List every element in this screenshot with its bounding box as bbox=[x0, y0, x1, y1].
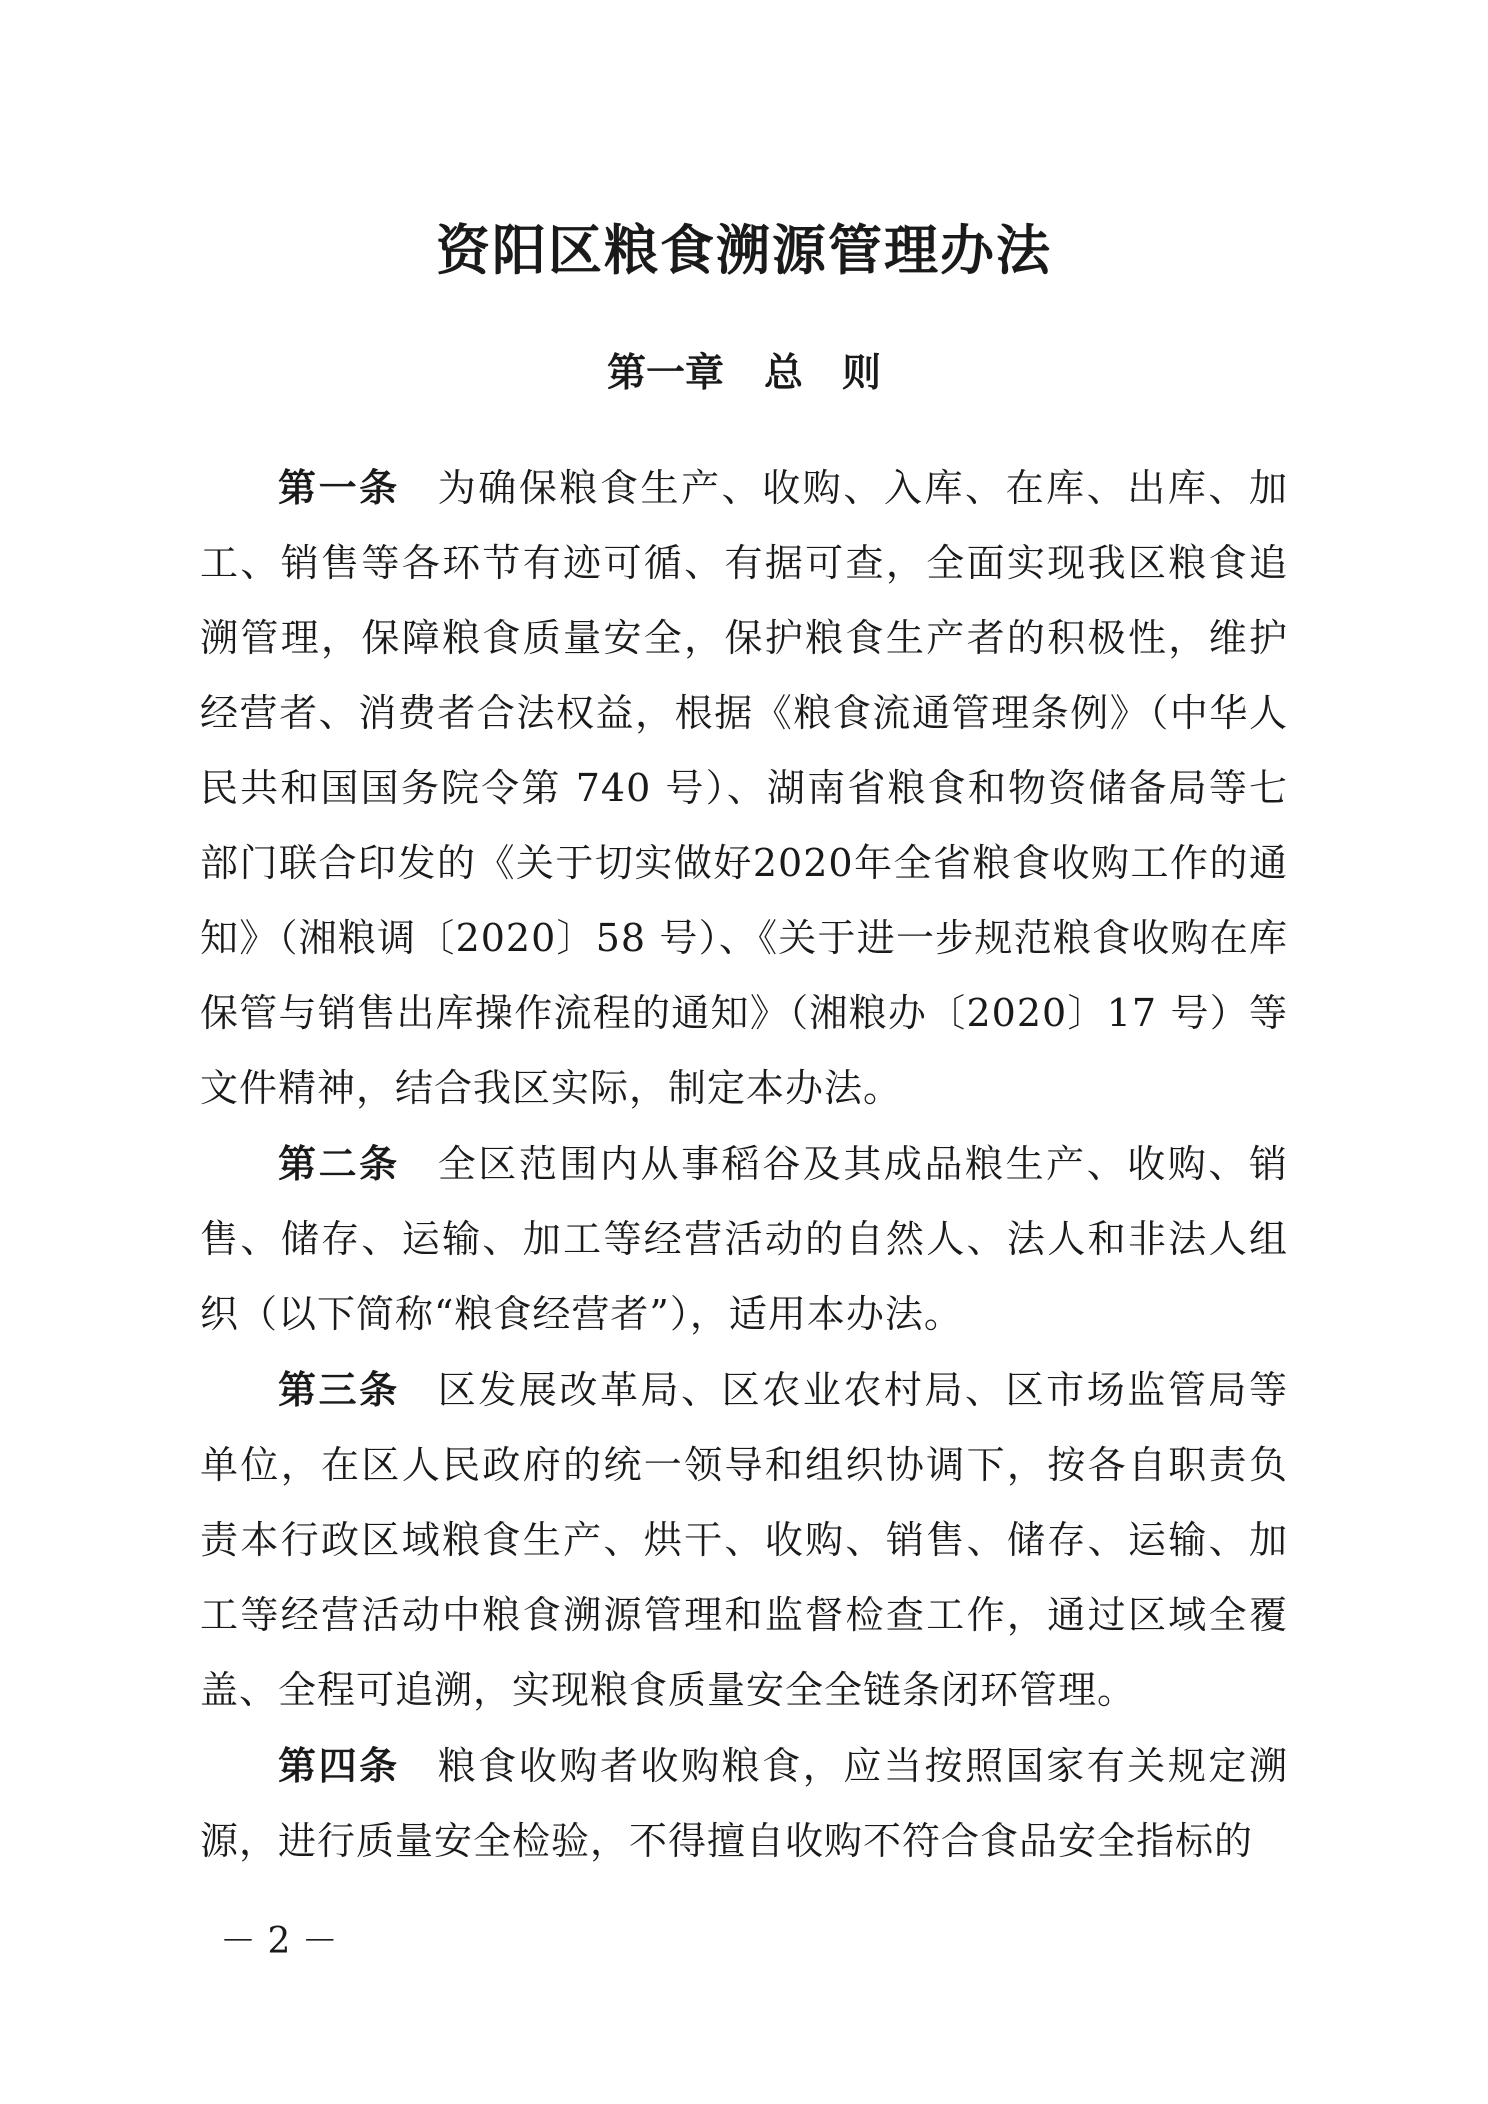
chapter-heading bbox=[0, 338, 1488, 408]
chapter-name: 总 则 bbox=[764, 350, 882, 396]
article-4 bbox=[200, 1728, 1288, 1879]
article-label: 第一条 bbox=[278, 465, 400, 510]
article-label: 第二条 bbox=[278, 1141, 400, 1186]
article-label: 第三条 bbox=[278, 1367, 400, 1412]
page-number: － 2 － bbox=[220, 1921, 338, 1962]
article-text: 全区范围内从事稻谷及其成品粮生产、收购、销售、储存、运输、加工等经营活动的自然人、法人和非法人组织（以下简称“粮食经营者”），适用本办法。 bbox=[200, 1142, 1288, 1336]
article-label: 第四条 bbox=[278, 1743, 400, 1788]
document-title: 资阳区粮食溯源管理办法 bbox=[436, 218, 1052, 282]
article-text: 为确保粮食生产、收购、入库、在库、出库、加工、销售等各环节有迹可循、有据可查，全面实现我区粮食追溯管理，保障粮食质量安全，保护粮食生产者的积极性，维护经营者、消费者合法权益，根据《粮食流通管理条例》（中华人民共和国国务院令第 740 号）、湖南省粮食和物资储备局等七部门联合印发的《关于切实做好2020年全省粮食收购工作的通知》（湘粮调〔2020〕58 号）、《关于进一步规范粮食收购在库保管与销售出库操作流程的通知》（湘粮办〔2020〕17 号）等文件精神，结合我区实际，制定本办法。 bbox=[200, 466, 1288, 1110]
article-3 bbox=[200, 1352, 1288, 1728]
article-2 bbox=[200, 1126, 1288, 1352]
document-body bbox=[200, 450, 1288, 1879]
article-text: 粮食收购者收购粮食，应当按照国家有关规定溯源，进行质量安全检验，不得擅自收购不符合食品安全指标的 bbox=[200, 1744, 1288, 1863]
article-text: 区发展改革局、区农业农村局、区市场监管局等单位，在区人民政府的统一领导和组织协调下，按各自职责负责本行政区域粮食生产、烘干、收购、销售、储存、运输、加工等经营活动中粮食溯源管理和监督检查工作，通过区域全覆盖、全程可追溯，实现粮食质量安全全链条闭环管理。 bbox=[200, 1368, 1288, 1712]
article-1 bbox=[200, 450, 1288, 1126]
chapter-number: 第一章 bbox=[606, 350, 724, 396]
